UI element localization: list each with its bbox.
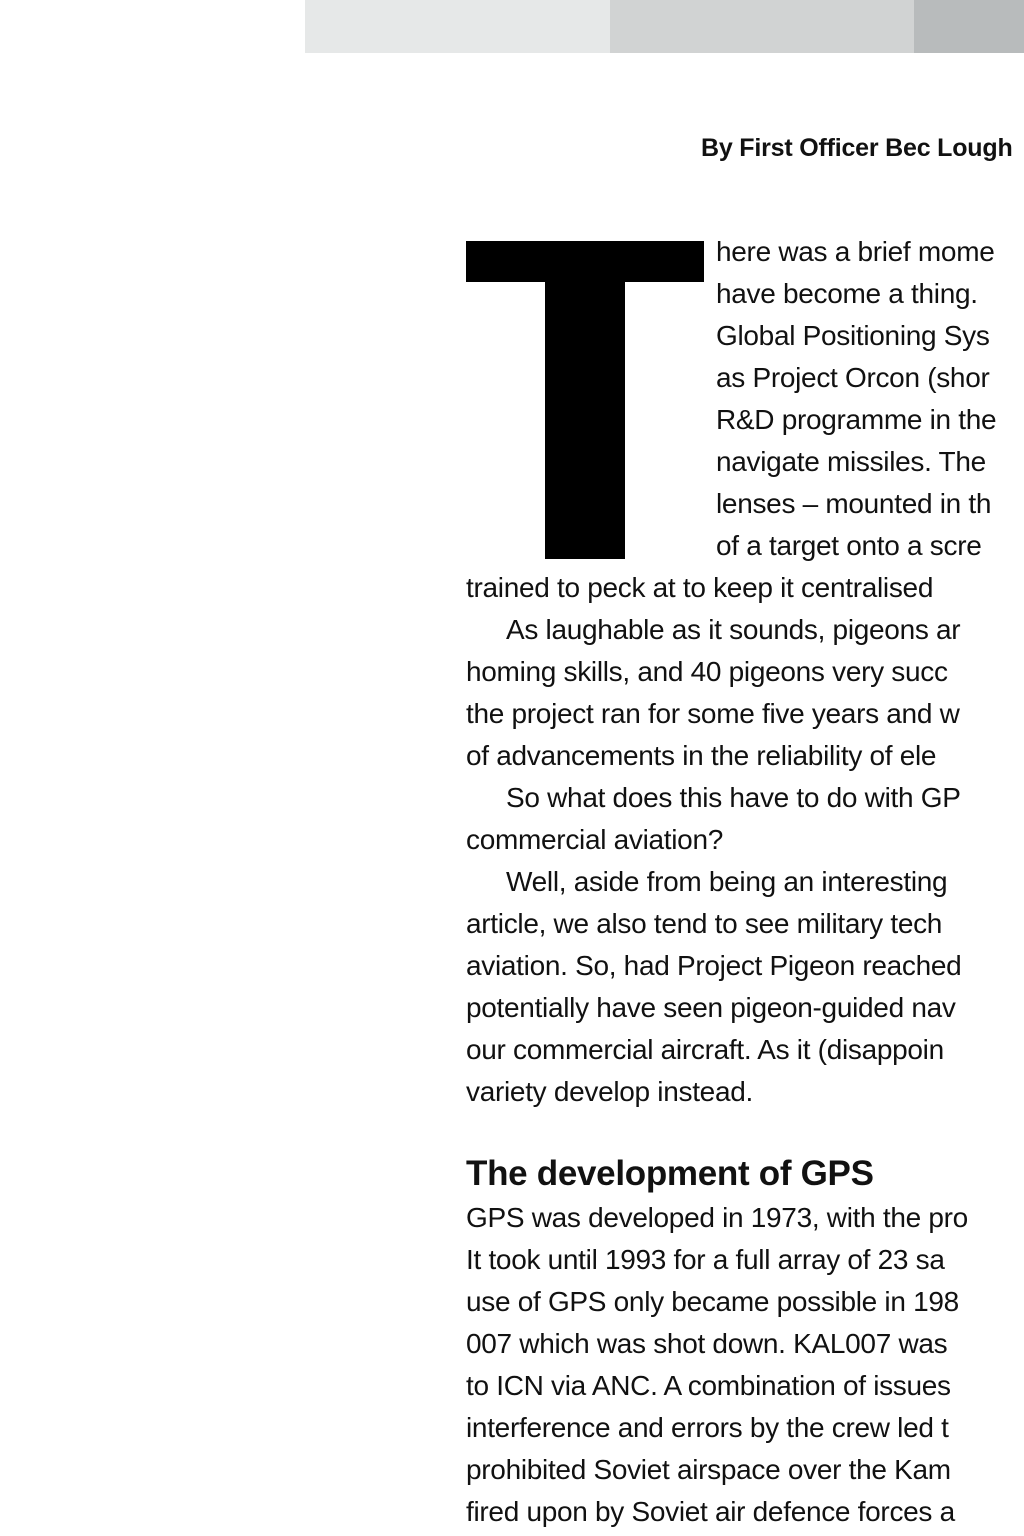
header-band-segment-light xyxy=(305,0,610,53)
intro-line: Global Positioning Sys xyxy=(716,320,990,351)
body-line: 007 which was shot down. KAL007 was xyxy=(466,1328,948,1359)
intro-line: lenses – mounted in th xyxy=(716,488,992,519)
body-line: fired upon by Soviet air defence forces a xyxy=(466,1496,955,1527)
body-line: of advancements in the reliability of ele xyxy=(466,740,937,771)
intro-line: R&D programme in the xyxy=(716,404,997,435)
intro-line: of a target onto a scre xyxy=(716,530,982,561)
body-line: prohibited Soviet airspace over the Kam xyxy=(466,1454,951,1485)
body-line: interference and errors by the crew led t xyxy=(466,1412,949,1443)
drop-cap-crossbar xyxy=(466,241,704,282)
body-line: aviation. So, had Project Pigeon reached xyxy=(466,950,962,981)
body-line: article, we also tend to see military tech xyxy=(466,908,943,939)
body-line: use of GPS only became possible in 198 xyxy=(466,1286,959,1317)
body-line: As laughable as it sounds, pigeons ar xyxy=(506,614,961,645)
body-line: commercial aviation? xyxy=(466,824,723,855)
header-band-segment-mid xyxy=(610,0,914,53)
body-line: So what does this have to do with GP xyxy=(506,782,961,813)
intro-line: here was a brief mome xyxy=(716,236,995,267)
intro-line: as Project Orcon (shor xyxy=(716,362,990,393)
intro-line: have become a thing. xyxy=(716,278,978,309)
drop-cap-letter xyxy=(466,241,704,559)
body-line: Well, aside from being an interesting xyxy=(506,866,948,897)
intro-line: navigate missiles. The xyxy=(716,446,986,477)
section-heading: The development of GPS xyxy=(466,1154,874,1193)
header-band-segment-dark xyxy=(914,0,1024,53)
body-line: to ICN via ANC. A combination of issues xyxy=(466,1370,951,1401)
body-line: variety develop instead. xyxy=(466,1076,753,1107)
header-color-band xyxy=(305,0,1024,53)
body-line: potentially have seen pigeon-guided nav xyxy=(466,992,956,1023)
body-line: the project ran for some five years and w xyxy=(466,698,960,729)
body-line: trained to peck at to keep it centralised xyxy=(466,572,934,603)
drop-cap-stem xyxy=(545,282,625,559)
body-line: homing skills, and 40 pigeons very succ xyxy=(466,656,948,687)
body-line: It took until 1993 for a full array of 23 sa xyxy=(466,1244,945,1275)
body-line: our commercial aircraft. As it (disappoin xyxy=(466,1034,944,1065)
article-byline: By First Officer Bec Lough xyxy=(701,134,1013,162)
body-line: GPS was developed in 1973, with the pro xyxy=(466,1202,968,1233)
